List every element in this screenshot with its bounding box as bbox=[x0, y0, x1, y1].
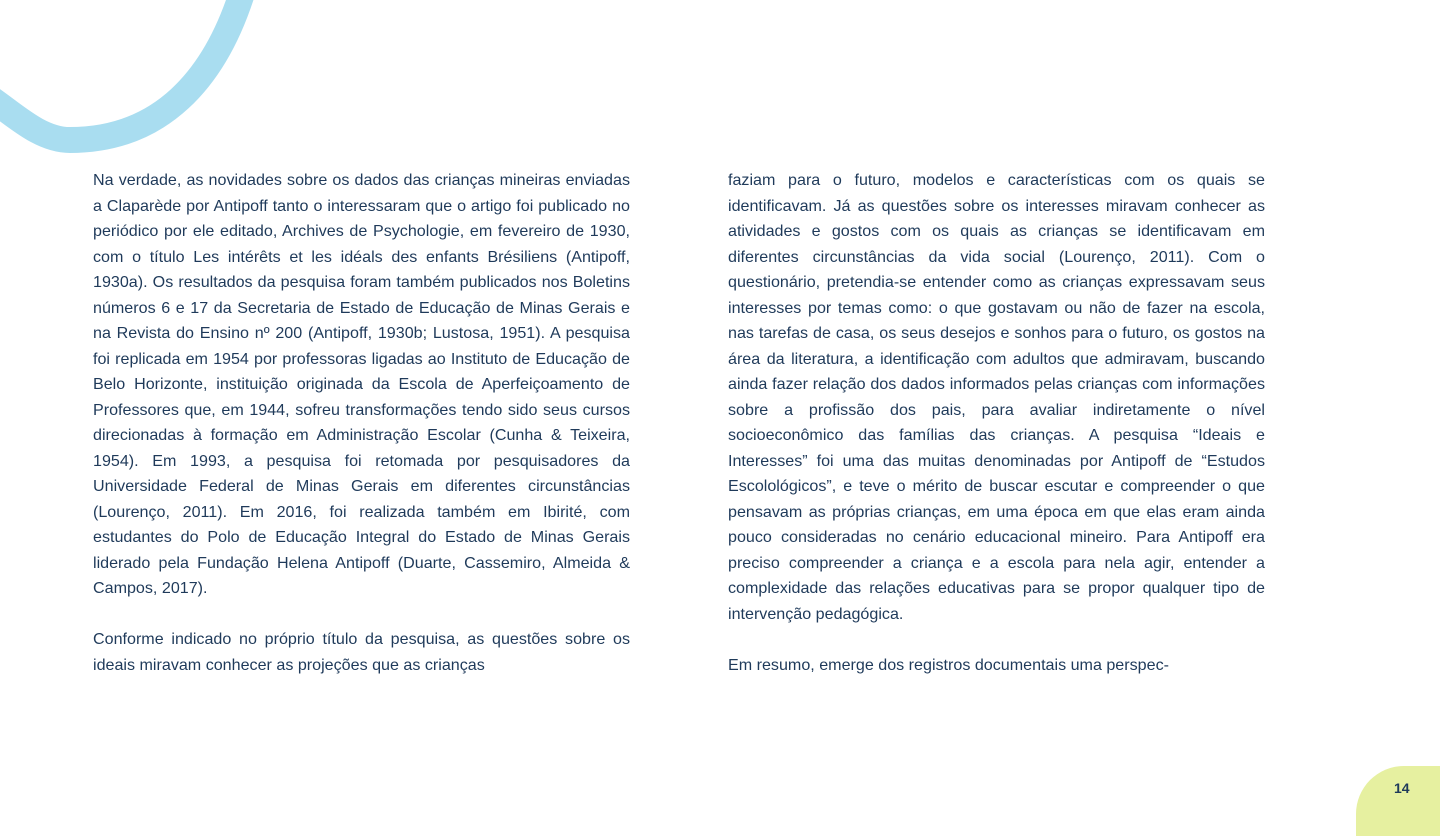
paragraph: Em resumo, emerge dos registros documentais uma perspec- bbox=[728, 655, 1169, 674]
paragraph: Na verdade, as novidades sobre os dados das crianças mineiras enviadas a Claparède por Antipoff tanto o interessaram que o artigo foi publicado no periódico por ele editado, Archives de Psychologie, em fevereiro de 1930, com o título Les intérêts et les idéals des enfants Brésiliens (Antipoff, 1930a). Os resultados da pesquisa foram também publicados nos Boletins números 6 e 17 da Secretaria de Estado de Educação de Minas Gerais e na Revista do Ensino nº 200 (Antipoff, 1930b; Lustosa, 1951). A pesquisa foi replicada em 1954 por professoras ligadas ao Instituto de Educação de Belo Horizonte, instituição originada da Escola de Aperfeiçoamento de Professores que, em 1944, sofreu transformações tendo sido seus cursos direcionadas à formação em Administração Escolar (Cunha & Teixeira, 1954). Em 1993, a pesquisa foi retomada por pesquisadores da Universidade Federal de Minas Gerais em diferentes circunstâncias (Lourenço, 2011). Em 2016, foi realizada também em Ibirité, com estudantes do Polo de Educação Integral do Estado de Minas Gerais liderado pela Fundação Helena Antipoff (Duarte, Cassemiro, Almeida & Campos, 2017). bbox=[93, 171, 630, 597]
text-column-left bbox=[93, 168, 630, 704]
page-number-badge bbox=[1356, 766, 1440, 836]
paragraph: faziam para o futuro, modelos e características com os quais se identificavam. Já as questões sobre os interesses miravam conhecer as atividades e gostos com os quais as crianças se identificavam em diferentes circunstâncias da vida social (Lourenço, 2011). Com o questionário, pretendia-se entender como as crianças expressavam seus interesses por temas como: o que gostavam ou não de fazer na escola, nas tarefas de casa, os seus desejos e sonhos para o futuro, os gostos na área da literatura, a identificação com adultos que admiravam, buscando ainda fazer relação dos dados informados pelas crianças com informações sobre a profissão dos pais, para avaliar indiretamente o nível socioeconômico das famílias das crianças. A pesquisa “Ideais e Interesses” foi uma das muitas denominadas por Antipoff de “Estudos Escolológicos”, e teve o mérito de buscar escutar e compreender o que pensavam as próprias crianças, em uma época em que elas eram ainda pouco consideradas no cenário educacional mineiro. Para Antipoff era preciso compreender a criança e a escola para nela agir, entender a complexidade das relações educativas para se propor qualquer tipo de intervenção pedagógica. bbox=[728, 171, 1265, 623]
page-number: 14 bbox=[1394, 780, 1410, 796]
paragraph: Conforme indicado no próprio título da pesquisa, as questões sobre os ideais miravam conhecer as projeções que as crianças bbox=[93, 630, 630, 674]
decorative-arc-icon bbox=[0, 0, 280, 170]
text-column-right bbox=[728, 168, 1265, 704]
